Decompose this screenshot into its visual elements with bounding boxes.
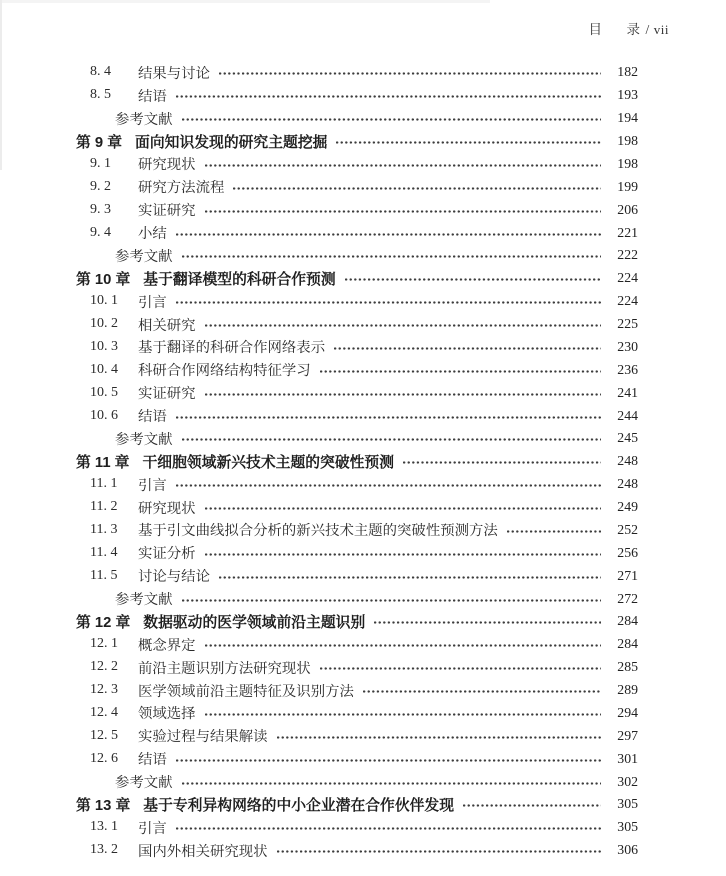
entry-number: 第 11 章 xyxy=(76,454,130,471)
entry-number: 第 10 章 xyxy=(76,271,131,288)
dot-leader xyxy=(182,255,601,258)
toc-section-row xyxy=(0,519,726,542)
toc-section-row xyxy=(0,313,726,336)
entry-title: 参考文献 xyxy=(115,111,173,128)
entry-page-number: 297 xyxy=(617,727,638,743)
entry-title: 引言 xyxy=(138,477,167,494)
entry-title: 基于引文曲线拟合分析的新兴技术主题的突破性预测方法 xyxy=(138,523,498,540)
running-header xyxy=(0,18,669,38)
entry-title: 实证分析 xyxy=(138,546,196,563)
entry-page-number: 193 xyxy=(617,87,638,103)
entry-title: 引言 xyxy=(138,820,167,837)
entry-number: 11. 4 xyxy=(90,544,118,560)
entry-title: 基于翻译模型的科研合作预测 xyxy=(143,271,336,288)
entry-title: 结果与讨论 xyxy=(138,65,210,82)
entry-number: 8. 5 xyxy=(90,87,111,103)
dot-leader xyxy=(182,599,601,602)
dot-leader xyxy=(182,118,601,121)
entry-number: 第 12 章 xyxy=(76,614,131,631)
entry-number: 13. 1 xyxy=(90,819,118,835)
toc-section-row xyxy=(0,656,726,679)
entry-number: 13. 2 xyxy=(90,842,118,858)
dot-leader xyxy=(176,759,601,762)
entry-title: 基于翻译的科研合作网络表示 xyxy=(138,340,326,357)
entry-page-number: 284 xyxy=(617,636,638,652)
entry-number: 10. 4 xyxy=(90,361,118,377)
entry-page-number: 256 xyxy=(617,544,638,560)
dot-leader xyxy=(507,530,601,533)
toc-section-row xyxy=(0,839,726,862)
entry-title: 数据驱动的医学领域前沿主题识别 xyxy=(143,614,366,631)
entry-title: 前沿主题识别方法研究现状 xyxy=(138,660,311,677)
entry-page-number: 236 xyxy=(617,361,638,377)
entry-page-number: 241 xyxy=(617,384,638,400)
entry-page-number: 222 xyxy=(617,247,638,263)
table-of-contents xyxy=(0,61,726,862)
toc-section-row xyxy=(0,61,726,84)
entry-title: 结语 xyxy=(138,409,167,426)
entry-page-number: 294 xyxy=(617,704,638,720)
toc-chapter-row xyxy=(0,450,726,473)
entry-page-number: 245 xyxy=(617,430,638,446)
dot-leader xyxy=(205,644,601,647)
toc-section-row xyxy=(0,358,726,381)
entry-page-number: 198 xyxy=(617,133,638,149)
entry-number: 11. 2 xyxy=(90,499,118,515)
entry-page-number: 230 xyxy=(617,338,638,354)
entry-number: 10. 3 xyxy=(90,338,118,354)
dot-leader xyxy=(374,621,601,624)
entry-page-number: 289 xyxy=(617,682,638,698)
entry-title: 引言 xyxy=(138,294,167,311)
entry-number: 第 9 章 xyxy=(76,134,123,151)
entry-number: 12. 3 xyxy=(90,682,118,698)
entry-title: 研究方法流程 xyxy=(138,180,225,197)
entry-title: 概念界定 xyxy=(138,637,196,654)
dot-leader xyxy=(205,164,601,167)
dot-leader xyxy=(219,72,601,75)
entry-title: 参考文献 xyxy=(115,775,173,792)
dot-leader xyxy=(182,438,601,441)
entry-page-number: 199 xyxy=(617,178,638,194)
entry-page-number: 206 xyxy=(617,201,638,217)
toc-section-row xyxy=(0,153,726,176)
entry-title: 小结 xyxy=(138,226,167,243)
entry-page-number: 225 xyxy=(617,316,638,332)
entry-page-number: 284 xyxy=(617,613,638,629)
toc-references-row xyxy=(0,244,726,267)
entry-title: 科研合作网络结构特征学习 xyxy=(138,363,311,380)
entry-number: 10. 6 xyxy=(90,407,118,423)
entry-page-number: 248 xyxy=(617,476,638,492)
entry-number: 9. 4 xyxy=(90,224,111,240)
toc-section-row xyxy=(0,816,726,839)
toc-chapter-row xyxy=(0,130,726,153)
entry-page-number: 272 xyxy=(617,590,638,606)
entry-number: 12. 2 xyxy=(90,659,118,675)
toc-chapter-row xyxy=(0,793,726,816)
entry-page-number: 305 xyxy=(617,796,638,812)
entry-page-number: 221 xyxy=(617,224,638,240)
entry-page-number: 244 xyxy=(617,407,638,423)
entry-page-number: 224 xyxy=(617,270,638,286)
entry-number: 10. 5 xyxy=(90,384,118,400)
entry-number: 第 13 章 xyxy=(76,797,131,814)
entry-page-number: 224 xyxy=(617,293,638,309)
toc-references-row xyxy=(0,107,726,130)
toc-section-row xyxy=(0,336,726,359)
dot-leader xyxy=(336,141,601,144)
entry-page-number: 302 xyxy=(617,773,638,789)
dot-leader xyxy=(176,827,601,830)
dot-leader xyxy=(277,736,601,739)
dot-leader xyxy=(205,210,601,213)
entry-title: 干细胞领域新兴技术主题的突破性预测 xyxy=(142,454,395,471)
entry-number: 12. 5 xyxy=(90,727,118,743)
dot-leader xyxy=(176,416,601,419)
toc-references-row xyxy=(0,770,726,793)
entry-number: 12. 4 xyxy=(90,704,118,720)
toc-section-row xyxy=(0,473,726,496)
entry-page-number: 252 xyxy=(617,521,638,537)
toc-section-row xyxy=(0,175,726,198)
toc-section-row xyxy=(0,633,726,656)
toc-section-row xyxy=(0,747,726,770)
dot-leader xyxy=(176,95,601,98)
entry-number: 9. 1 xyxy=(90,155,111,171)
toc-section-row xyxy=(0,541,726,564)
entry-number: 9. 2 xyxy=(90,178,111,194)
toc-section-row xyxy=(0,221,726,244)
dot-leader xyxy=(320,667,601,670)
toc-section-row xyxy=(0,564,726,587)
entry-title: 基于专利异构网络的中小企业潜在合作伙伴发现 xyxy=(143,797,455,814)
entry-page-number: 194 xyxy=(617,110,638,126)
entry-title: 实证研究 xyxy=(138,203,196,220)
entry-title: 结语 xyxy=(138,752,167,769)
entry-page-number: 248 xyxy=(617,453,638,469)
entry-number: 10. 1 xyxy=(90,293,118,309)
toc-chapter-row xyxy=(0,610,726,633)
entry-title: 参考文献 xyxy=(115,592,173,609)
dot-leader xyxy=(205,393,601,396)
dot-leader xyxy=(176,484,601,487)
entry-page-number: 305 xyxy=(617,819,638,835)
entry-number: 11. 3 xyxy=(90,521,118,537)
entry-title: 面向知识发现的研究主题挖掘 xyxy=(135,134,328,151)
toc-section-row xyxy=(0,404,726,427)
entry-number: 12. 6 xyxy=(90,750,118,766)
entry-number: 8. 4 xyxy=(90,64,111,80)
toc-chapter-row xyxy=(0,267,726,290)
entry-number: 10. 2 xyxy=(90,316,118,332)
dot-leader xyxy=(334,347,601,350)
toc-section-row xyxy=(0,724,726,747)
entry-title: 参考文献 xyxy=(115,248,173,265)
dot-leader xyxy=(182,782,601,785)
toc-references-row xyxy=(0,427,726,450)
entry-page-number: 249 xyxy=(617,499,638,515)
header-separator: / xyxy=(645,22,650,37)
entry-title: 实验过程与结果解读 xyxy=(138,729,268,746)
entry-title: 相关研究 xyxy=(138,317,196,334)
toc-section-row xyxy=(0,198,726,221)
entry-page-number: 306 xyxy=(617,842,638,858)
entry-title: 讨论与结论 xyxy=(138,569,210,586)
entry-number: 9. 3 xyxy=(90,201,111,217)
dot-leader xyxy=(219,576,601,579)
dot-leader xyxy=(463,804,601,807)
header-page-number: vii xyxy=(653,22,669,37)
toc-section-row xyxy=(0,381,726,404)
dot-leader xyxy=(403,461,601,464)
entry-number: 12. 1 xyxy=(90,636,118,652)
entry-title: 实证研究 xyxy=(138,386,196,403)
toc-section-row xyxy=(0,290,726,313)
dot-leader xyxy=(277,850,601,853)
header-title-char-1: 目 xyxy=(588,22,603,37)
scan-artifact-top-edge xyxy=(0,0,490,3)
entry-title: 医学领域前沿主题特征及识别方法 xyxy=(138,683,354,700)
entry-number: 11. 1 xyxy=(90,476,118,492)
entry-page-number: 182 xyxy=(617,64,638,80)
dot-leader xyxy=(363,690,601,693)
dot-leader xyxy=(205,713,601,716)
entry-page-number: 285 xyxy=(617,659,638,675)
dot-leader xyxy=(205,553,601,556)
entry-title: 参考文献 xyxy=(115,431,173,448)
dot-leader xyxy=(205,324,601,327)
toc-section-row xyxy=(0,496,726,519)
entry-title: 领域选择 xyxy=(138,706,196,723)
entry-title: 国内外相关研究现状 xyxy=(138,843,268,860)
header-title-char-2: 录 xyxy=(626,22,641,37)
toc-section-row xyxy=(0,84,726,107)
dot-leader xyxy=(345,278,601,281)
dot-leader xyxy=(176,301,601,304)
dot-leader xyxy=(176,233,601,236)
entry-page-number: 271 xyxy=(617,567,638,583)
entry-page-number: 198 xyxy=(617,155,638,171)
dot-leader xyxy=(205,507,601,510)
entry-page-number: 301 xyxy=(617,750,638,766)
entry-number: 11. 5 xyxy=(90,567,118,583)
dot-leader xyxy=(233,187,601,190)
toc-section-row xyxy=(0,702,726,725)
dot-leader xyxy=(320,370,601,373)
toc-section-row xyxy=(0,679,726,702)
entry-title: 研究现状 xyxy=(138,157,196,174)
toc-references-row xyxy=(0,587,726,610)
entry-title: 结语 xyxy=(138,88,167,105)
entry-title: 研究现状 xyxy=(138,500,196,517)
